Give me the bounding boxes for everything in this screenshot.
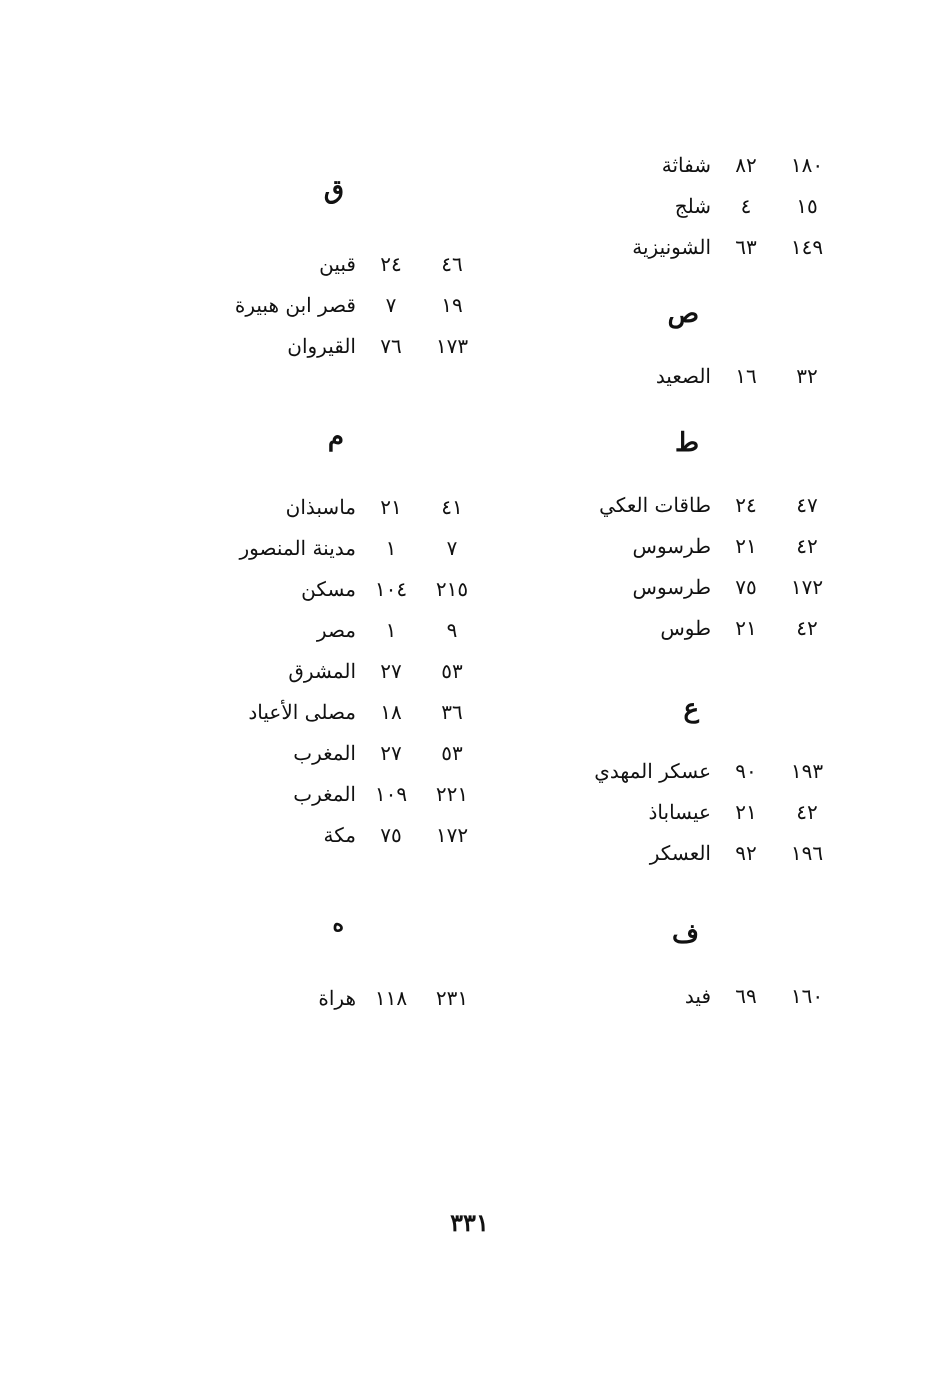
entry-name: عسكر المهدي (594, 759, 711, 783)
entry-number: ٢١ (735, 534, 757, 558)
page-number: ٣٣١ (450, 1208, 489, 1237)
section-letter-fa: ف (672, 919, 699, 949)
index-entry (184, 244, 484, 285)
entry-name: العسكر (649, 841, 711, 865)
index-entry (519, 227, 839, 268)
entry-page: ١٩ (441, 293, 463, 317)
section-mim (184, 487, 484, 856)
entry-name: الصعيد (655, 364, 711, 388)
index-entry (519, 485, 839, 526)
section-ha (184, 978, 484, 1019)
entry-name: قصر ابن هبيرة (234, 293, 356, 317)
entry-page: ١٨٠ (790, 153, 824, 177)
entry-number: ٢١ (735, 616, 757, 640)
index-entry (184, 774, 484, 815)
index-entry (184, 487, 484, 528)
entry-number: ٢٧ (380, 659, 402, 683)
index-entry (184, 326, 484, 367)
entry-name: هراة (318, 986, 356, 1010)
entry-name: طوس (660, 616, 711, 640)
index-entry (519, 608, 839, 649)
entry-page: ١٧٣ (435, 334, 469, 358)
entry-number: ٢٧ (380, 741, 402, 765)
index-entry (184, 569, 484, 610)
entry-page: ٤١ (441, 495, 463, 519)
entry-name: مدينة المنصور (239, 536, 356, 560)
entry-name: المغرب (293, 782, 356, 806)
section-sad (519, 356, 839, 397)
index-entry (184, 692, 484, 733)
index-entry (519, 186, 839, 227)
entry-number: ٩٠ (735, 759, 757, 783)
entry-number: ١٨ (380, 700, 402, 724)
entry-number: ١ (385, 618, 397, 642)
entry-page: ١٧٢ (790, 575, 824, 599)
entry-name: شلج (674, 194, 711, 218)
entry-page: ٥٣ (441, 659, 463, 683)
entry-page: ٣٦ (441, 700, 463, 724)
entry-name: الشونيزية (632, 235, 711, 259)
section-letter-ayn: ع (683, 694, 699, 724)
entry-page: ٤٢ (796, 800, 818, 824)
index-entry (519, 792, 839, 833)
entry-number: ٨٢ (735, 153, 757, 177)
entry-page: ٥٣ (441, 741, 463, 765)
entry-page: ٤٢ (796, 534, 818, 558)
entry-number: ١٠٩ (374, 782, 408, 806)
section-letter-ha: ه (332, 911, 344, 937)
entry-name: المغرب (293, 741, 356, 765)
index-entry (184, 610, 484, 651)
entry-name: شفاثة (661, 153, 711, 177)
entry-page: ٩ (446, 618, 458, 642)
entry-name: فيد (684, 984, 711, 1008)
entry-number: ٧٦ (380, 334, 402, 358)
entry-name: مسكن (301, 577, 356, 601)
entry-name: قبين (319, 252, 356, 276)
entry-name: مصر (316, 618, 356, 642)
entry-number: ٧ (385, 293, 397, 317)
index-entry (519, 976, 839, 1017)
entry-number: ٢٤ (735, 493, 757, 517)
section-letter-mim: م (327, 422, 344, 452)
entry-name: مكة (323, 823, 356, 847)
index-entry (184, 285, 484, 326)
section-ayn (519, 751, 839, 874)
entry-page: ٢١٥ (435, 577, 469, 601)
index-entry (519, 567, 839, 608)
entry-page: ١٩٦ (790, 841, 824, 865)
section-qaf (184, 244, 484, 367)
entry-number: ٧٥ (735, 575, 757, 599)
entry-page: ٢٢١ (435, 782, 469, 806)
entry-number: ٧٥ (380, 823, 402, 847)
right-column (519, 145, 839, 1017)
entry-number: ٦٩ (735, 984, 757, 1008)
entry-page: ١٧٢ (435, 823, 469, 847)
section-fa (519, 976, 839, 1017)
index-entry (184, 978, 484, 1019)
entry-page: ١٤٩ (790, 235, 824, 259)
index-entry (184, 733, 484, 774)
entry-name: ماسبذان (285, 495, 356, 519)
section-shin-continued (519, 145, 839, 268)
entry-name: المشرق (288, 659, 356, 683)
entry-number: ٦٣ (735, 235, 757, 259)
index-entry (519, 526, 839, 567)
entry-page: ١٩٣ (790, 759, 824, 783)
entry-page: ٧ (446, 536, 458, 560)
entry-number: ١١٨ (374, 986, 408, 1010)
entry-name: مصلى الأعياد (248, 700, 356, 724)
section-ta (519, 485, 839, 649)
section-letter-qaf: ق (323, 175, 344, 205)
entry-page: ٤٢ (796, 616, 818, 640)
entry-name: عيساباذ (648, 800, 711, 824)
entry-number: ١ (385, 536, 397, 560)
entry-page: ٣٢ (796, 364, 818, 388)
entry-number: ٢٤ (380, 252, 402, 276)
entry-page: ١٥ (796, 194, 818, 218)
entry-page: ٤٧ (796, 493, 818, 517)
entry-number: ٢١ (735, 800, 757, 824)
left-column (184, 170, 484, 1019)
index-entry (519, 751, 839, 792)
entry-number: ٤ (740, 194, 752, 218)
entry-page: ٤٦ (441, 252, 463, 276)
index-entry (519, 145, 839, 186)
entry-name: طرسوس (632, 534, 711, 558)
section-letter-sad: ص (667, 299, 699, 329)
index-entry (519, 833, 839, 874)
index-entry (184, 651, 484, 692)
entry-name: طاقات العكي (599, 493, 711, 517)
section-letter-ta: ط (674, 428, 699, 458)
entry-name: طرسوس (632, 575, 711, 599)
index-entry (519, 356, 839, 397)
entry-number: ٢١ (380, 495, 402, 519)
entry-name: القيروان (287, 334, 356, 358)
entry-page: ٢٣١ (435, 986, 469, 1010)
entry-page: ١٦٠ (790, 984, 824, 1008)
index-entry (184, 815, 484, 856)
index-entry (184, 528, 484, 569)
entry-number: ١٠٤ (374, 577, 408, 601)
entry-number: ١٦ (735, 364, 757, 388)
entry-number: ٩٢ (735, 841, 757, 865)
